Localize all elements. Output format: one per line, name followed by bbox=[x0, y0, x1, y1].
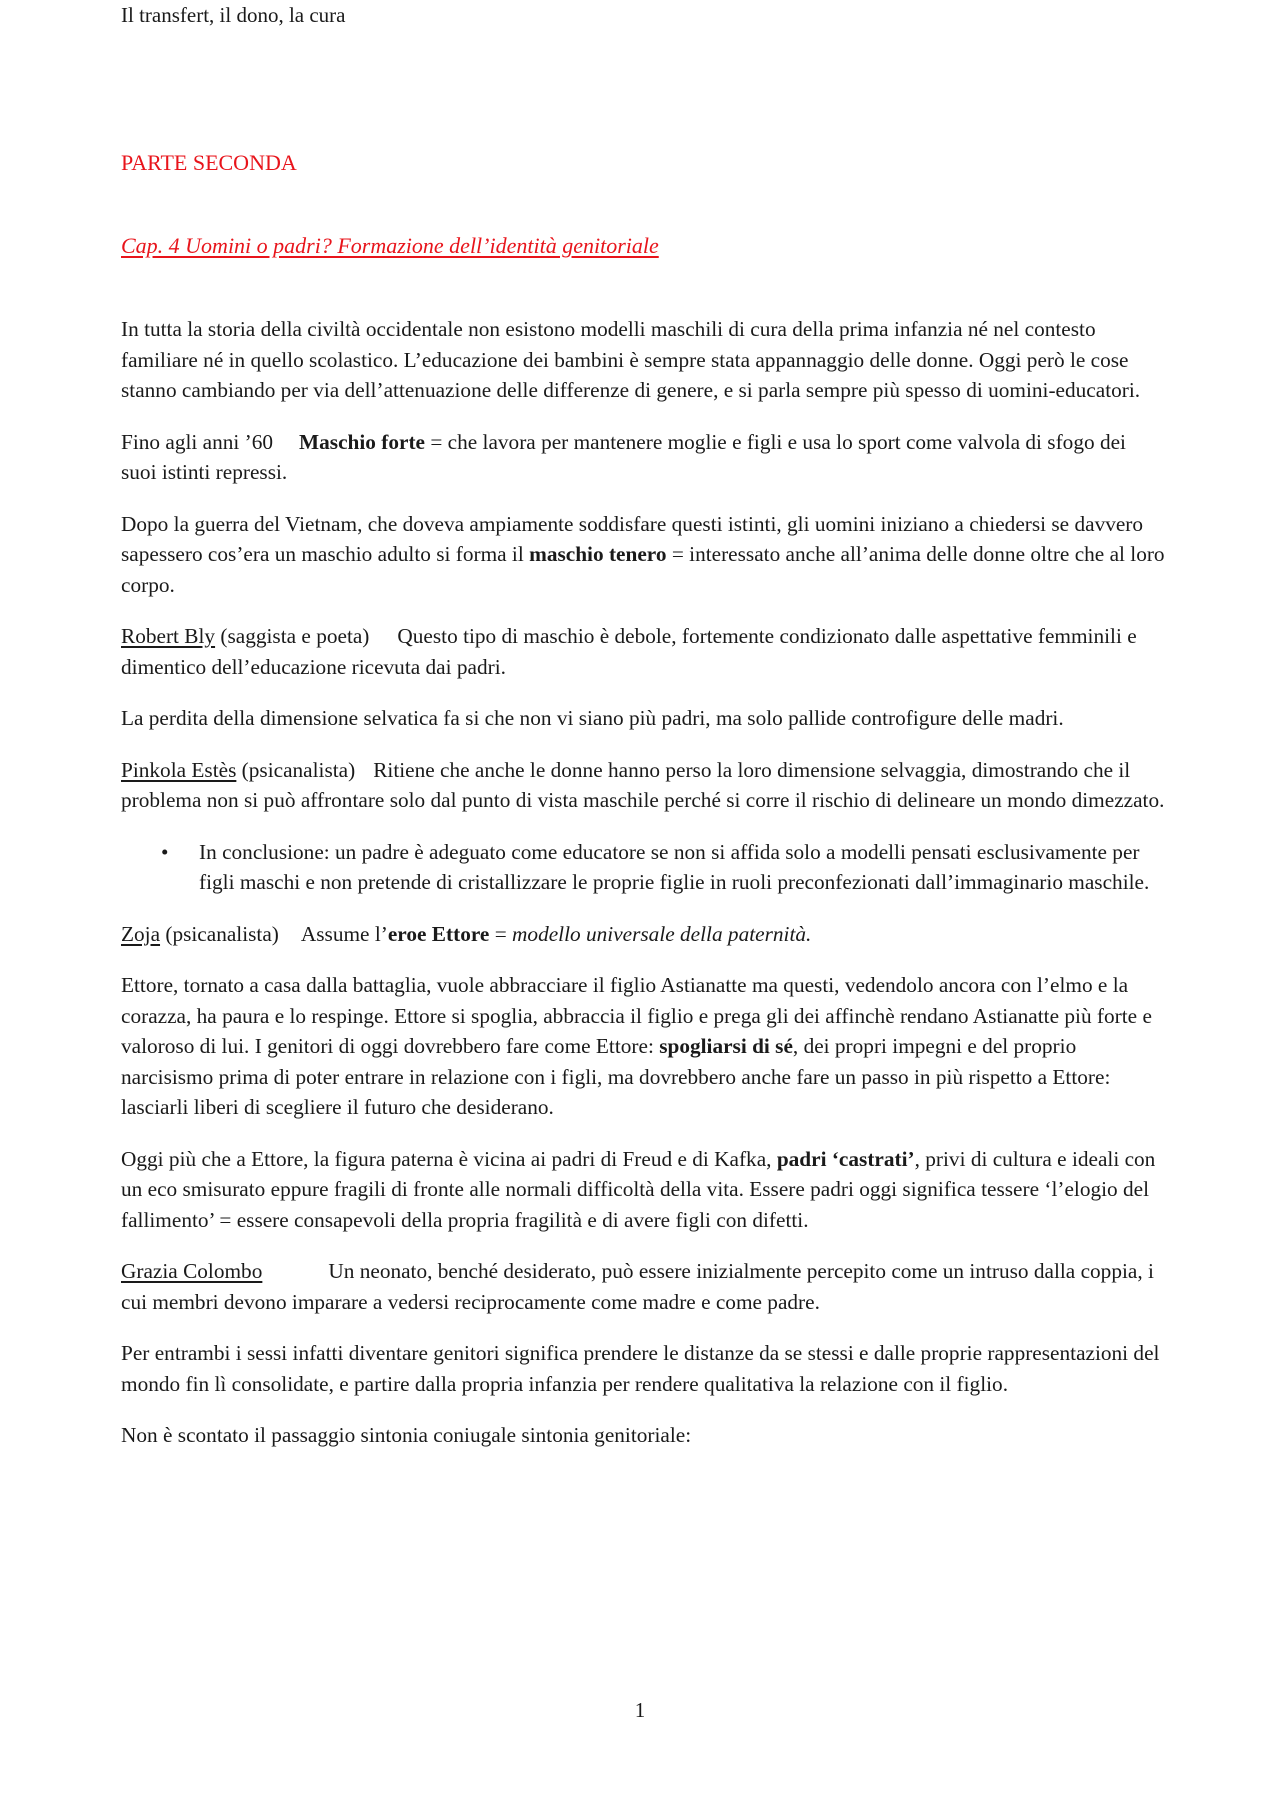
text-span: , privi di cultura e ideali con un eco smisurato eppure fragili di fronte alle normali difficoltà della vita. Essere padri oggi significa tessere ‘l’elogio del fallimento’ = essere consapevoli della propria fragilità e di avere figli con difetti. bbox=[121, 1146, 1156, 1232]
text-span: Fino agli anni ’60 bbox=[121, 429, 274, 454]
paragraph-dimensione-selvatica: La perdita della dimensione selvatica fa si che non vi siano più padri, ma solo pallide controfigure delle madri. bbox=[121, 706, 1064, 730]
author-name: Zoja bbox=[121, 921, 161, 946]
author-role: (psicanalista) bbox=[236, 757, 356, 782]
bold-term: padri ‘castrati’ bbox=[776, 1146, 915, 1171]
bold-term: eroe Ettore bbox=[387, 921, 490, 946]
text-span: Dopo la guerra del Vietnam, che doveva ampiamente soddisfare questi istinti, gli uomini iniziano a chiedersi se davvero sapessero cos’era un maschio adulto si forma il bbox=[121, 511, 1144, 566]
document-body bbox=[121, 314, 1166, 1472]
bold-term: Maschio forte bbox=[299, 429, 425, 454]
author-name: Robert Bly bbox=[121, 624, 216, 648]
text-span: Ettore, tornato a casa dalla battaglia, vuole abbracciare il figlio Astianatte ma questi, vedendolo ancora con l’elmo e la corazza, ha paura e lo respinge. Ettore si spoglia, abbraccia il figlio e prega gli dei affinchè rendano Astianatte più forte e valoroso di lui. I genitori di oggi dovrebbero fare come Ettore: bbox=[121, 973, 1152, 1058]
paragraph-maschio-tenero bbox=[121, 509, 1166, 601]
text-span: = interessato anche all’anima delle donne oltre che al loro corpo. bbox=[121, 542, 1165, 597]
bullet-item bbox=[121, 837, 1166, 898]
bold-term: maschio tenero bbox=[529, 542, 667, 566]
paragraph-ettore bbox=[121, 970, 1166, 1123]
text-span: Un neonato, benché desiderato, può essere inizialmente percepito come un intruso dalla coppia, i cui membri devono imparare a vedersi reciprocamente come madre e come padre. bbox=[121, 1259, 1154, 1314]
text-span: = bbox=[489, 921, 513, 946]
author-name: Pinkola Estès bbox=[121, 757, 237, 782]
paragraph-maschio-forte bbox=[121, 427, 1166, 488]
text-span: = che lavora per mantenere moglie e figli e usa lo sport come valvola di sfogo dei suoi istinti repressi. bbox=[121, 429, 1126, 484]
bullet-text: In conclusione: un padre è adeguato come educatore se non si affida solo a modelli pensati esclusivamente per figli maschi e non pretende di cristallizzare le proprie figlie in ruoli preconfezionati dall’immaginario maschile. bbox=[199, 839, 1150, 894]
text-span: Assume l’ bbox=[300, 921, 388, 946]
bold-term: spogliarsi di sé bbox=[659, 1034, 793, 1058]
text-span: Ritiene che anche le donne hanno perso la loro dimensione selvaggia, dimostrando che il problema non si può affrontare solo dal punto di vista maschile perché si corre il rischio di delineare un mondo dimezzato. bbox=[121, 757, 1165, 812]
paragraph-robert-bly bbox=[121, 621, 1166, 682]
bullet-icon: • bbox=[161, 839, 169, 864]
text-span: Oggi più che a Ettore, la figura paterna è vicina ai padri di Freud e di Kafka, bbox=[121, 1146, 777, 1171]
chapter-heading: Cap. 4 Uomini o padri? Formazione dell’identità genitoriale bbox=[121, 233, 659, 258]
author-role: (psicanalista) bbox=[160, 921, 279, 946]
paragraph-intro: In tutta la storia della civiltà occidentale non esistono modelli maschili di cura della prima infanzia né nel contesto familiare né in quello scolastico. L’educazione dei bambini è sempre stata appannaggio delle donne. Oggi però le cose stanno cambiando per via dell’attenuazione delle differenze di genere, e si parla sempre più spesso di uomini-educatori. bbox=[121, 317, 1141, 402]
paragraph-freud-kafka bbox=[121, 1144, 1166, 1236]
paragraph-sintonia: Non è scontato il passaggio sintonia coniugale sintonia genitoriale: bbox=[121, 1423, 692, 1447]
italic-term: modello universale della paternità. bbox=[512, 921, 812, 946]
part-heading: PARTE SECONDA bbox=[121, 150, 297, 175]
paragraph-grazia-colombo bbox=[121, 1256, 1166, 1317]
running-header: Il transfert, il dono, la cura bbox=[121, 3, 346, 27]
page-number: 1 bbox=[634, 1698, 646, 1722]
text-span: Questo tipo di maschio è debole, fortemente condizionato dalle aspettative femminili e dimentico dell’educazione ricevuta dai padri. bbox=[121, 624, 1137, 679]
text-span: , dei propri impegni e del proprio narcisismo prima di poter entrare in relazione con i figli, ma dovrebbero anche fare un passo in più rispetto a Ettore: lasciarli liberi di scegliere il futuro che desiderano. bbox=[121, 1034, 1111, 1119]
paragraph-genitori: Per entrambi i sessi infatti diventare genitori significa prendere le distanze da se stessi e dalle proprie rappresentazioni del mondo fin lì consolidate, e partire dalla propria infanzia per rendere qualitativa la relazione con il figlio. bbox=[121, 1341, 1160, 1396]
paragraph-zoja bbox=[121, 919, 1166, 950]
author-name: Grazia Colombo bbox=[121, 1259, 263, 1283]
author-role: (saggista e poeta) bbox=[215, 624, 370, 648]
paragraph-pinkola-estes bbox=[121, 755, 1166, 816]
